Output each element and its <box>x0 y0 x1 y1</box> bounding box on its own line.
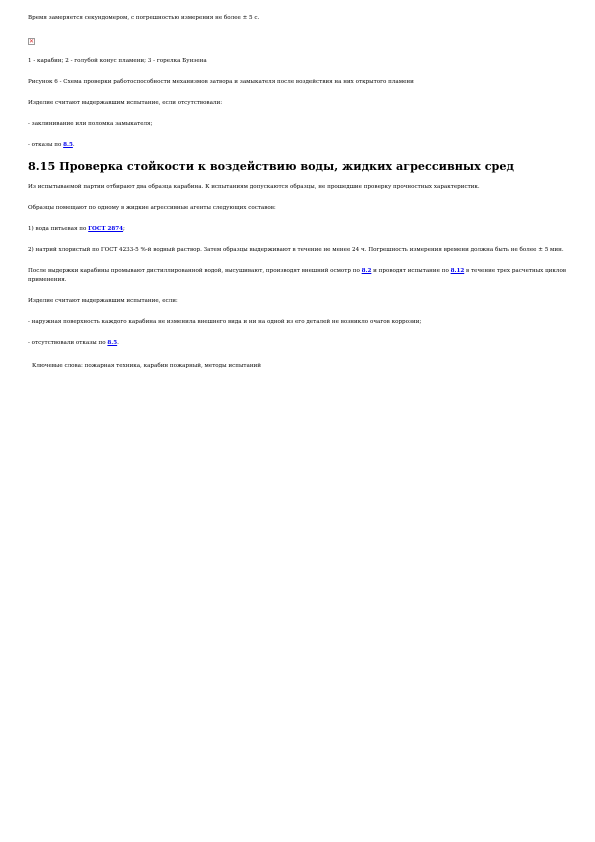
paragraph-passed-if: Изделие считают выдержавшим испытание, если: <box>28 298 178 304</box>
list-item-water-suffix: ; <box>123 226 125 232</box>
list-item-water-text: 1) вода питьевая по <box>28 226 87 232</box>
link-clause-8-5[interactable]: 8.5 <box>63 142 73 148</box>
link-clause-8-5-b[interactable]: 8.5 <box>107 340 118 346</box>
figure-caption: 1 - карабин; 2 - голубой конус пламени; 3 - горелка Бунзена <box>28 58 207 64</box>
document-body <box>28 14 568 371</box>
list-item-no-refusals: - отсутствовали отказы по 8.5. <box>28 340 119 346</box>
paragraph-time: Время замеряется секундомером, с погрешностью измерения не более ± 5 с. <box>28 15 260 21</box>
paragraph-after-exposure-text: После выдержки карабины промывают дистиллированной водой, высушивают, производят внешний осмотр по <box>28 268 360 274</box>
list-item-surface: - наружная поверхность каждого карабина не изменила внешнего вида и ни на одной из его деталей не возникло очагов коррозии; <box>28 319 422 325</box>
figure-title: Рисунок 6 - Схема проверки работоспособности механизмов затвора и замыкателя после воздействия на них открытого пламени <box>28 79 414 85</box>
broken-image-icon <box>28 38 35 45</box>
link-clause-8-2[interactable]: 8.2 <box>361 268 372 274</box>
keywords: Ключевые слова: пожарная техника, карабин пожарный, методы испытаний <box>32 363 262 369</box>
list-item-water <box>28 225 568 234</box>
list-item-refusals: - отказы по 8.5. <box>28 142 75 148</box>
list-item-no-refusals-text: - отсутствовали отказы по <box>28 340 106 346</box>
list-item-refusals-text: - отказы по <box>28 142 62 148</box>
list-item-jamming: - заклинивание или поломка замыкателя; <box>28 121 153 127</box>
paragraph-selection: Из испытываемой партии отбирают два образца карабина. К испытаниям допускаются образцы, не прошедшие проверку прочностных характеристик. <box>28 184 480 190</box>
section-heading: 8.15 Проверка стойкости к воздействию воды, жидких агрессивных сред <box>28 159 514 173</box>
paragraph-after-exposure-end: в течение трех расчетных циклов применения. <box>28 268 566 283</box>
list-item-sodium-chloride: 2) натрий хлористый по ГОСТ 4233-5 %-й водный раствор. Затем образцы выдерживают в течение не менее 24 ч. Погрешность измерения времени должна быть не более ± 5 мин. <box>28 247 564 253</box>
link-clause-8-12[interactable]: 8.12 <box>450 268 465 274</box>
paragraph-after-exposure <box>28 267 568 285</box>
paragraph-passed-if-absent: Изделие считают выдержавшим испытание, если отсутствовали: <box>28 100 223 106</box>
paragraph-immersion: Образцы помещают по одному в жидкие агрессивные агенты следующих составов: <box>28 205 276 211</box>
paragraph-after-exposure-mid: и проводят испытание по <box>373 268 449 274</box>
link-gost-2874[interactable]: ГОСТ 2874 <box>88 226 124 232</box>
